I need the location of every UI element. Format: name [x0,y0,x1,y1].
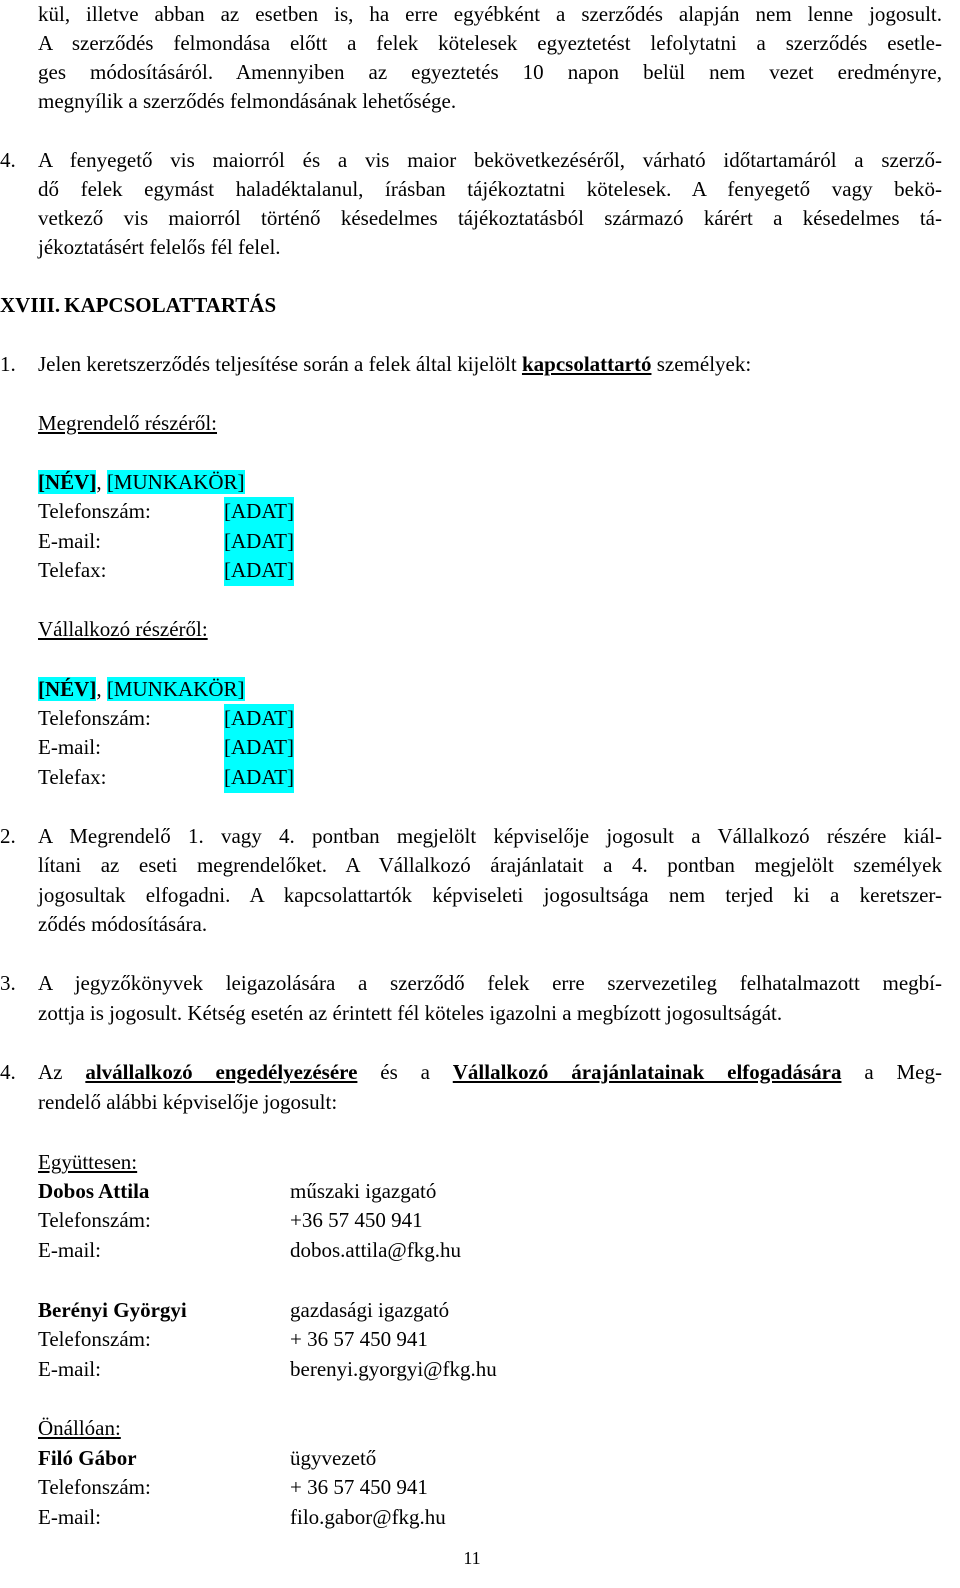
role-placeholder: [MUNKAKÖR] [106,470,245,494]
email-label: E-mail: [38,1357,101,1381]
phone-label: Telefonszám: [38,706,151,730]
text-line: dő felek egymást haladéktalanul, írásban tájékoztatni kötelesek. A fenyegető vagy bekö- [38,177,942,201]
role-placeholder: [MUNKAKÖR] [106,677,245,701]
phone-value: + 36 57 450 941 [290,1327,428,1351]
section-title: KAPCSOLATTARTÁS [64,293,277,317]
megrendelo-heading: Megrendelő részéről: [38,411,218,435]
name-placeholder: [NÉV] [38,470,97,494]
vallalkozo-heading: Vállalkozó részéről: [38,617,208,641]
comma: , [96,470,107,494]
person-name: Dobos Attila [38,1179,150,1203]
phone-value: +36 57 450 941 [290,1208,423,1232]
section-heading [0,291,276,321]
page-number: 11 [463,1548,481,1568]
person-title: műszaki igazgató [290,1179,437,1203]
item4-bold-term-2: Vállalkozó árajánlatainak elfogadására [452,1060,842,1084]
email-value: filo.gabor@fkg.hu [290,1505,446,1529]
person-title: gazdasági igazgató [290,1298,450,1322]
text-line: A jegyzőkönyvek leigazolására a szerződő felek erre szervezetileg felhatalmazott megbí- [38,971,942,995]
email-label: E-mail: [38,1238,101,1262]
person-name: Berényi Györgyi [38,1298,187,1322]
phone-label: Telefonszám: [38,1475,151,1499]
text-line: kül, illetve abban az esetben is, ha erre egyébként a szerződés alapján nem lenne jogosult. [38,2,942,26]
name-placeholder: [NÉV] [38,677,97,701]
phone-label: Telefonszám: [38,1208,151,1232]
email-label: E-mail: [38,735,101,759]
fax-label: Telefax: [38,558,107,582]
item1-text [38,350,751,380]
item-number: 3. [0,971,16,995]
text-line: ges módosításáról. Amennyiben az egyeztetés 10 napon belül nem vezet eredményre, [38,60,942,84]
phone-label: Telefonszám: [38,499,151,523]
text-line: A szerződés felmondása előtt a felek kötelesek egyeztetést lefolytatni a szerződés esetle- [38,31,942,55]
text-line: jogosultak elfogadni. A kapcsolattartók képviseleti jogosultsága nem terjed ki a keretszer- [38,883,942,907]
item1-bold-term: kapcsolattartó [521,352,652,376]
text-line: zottja is jogosult. Kétség esetén az érintett fél köteles igazolni a megbízott jogosultságát. [38,1001,783,1025]
phone-label: Telefonszám: [38,1327,151,1351]
item4-part1: Az [38,1060,86,1084]
text-line: A Megrendelő 1. vagy 4. pontban megjelölt képviselője jogosult a Vállalkozó részére kiál- [38,824,942,848]
item4-part2: és a [357,1060,453,1084]
item1-suffix: személyek: [651,352,752,376]
egyuttesen-heading: Együttesen: [38,1150,138,1174]
phone-value: + 36 57 450 941 [290,1475,428,1499]
vallalkozo-name-line [38,675,245,705]
person-title: ügyvezető [290,1446,377,1470]
text-line: lítani az eseti megrendelőket. A Vállalkozó árajánlatait a 4. pontban megjelölt személyek [38,853,942,877]
email-value: dobos.attila@fkg.hu [290,1238,461,1262]
onalloan-heading: Önállóan: [38,1416,121,1440]
text-line: megnyílik a szerződés felmondásának lehetősége. [38,89,457,113]
email-label: E-mail: [38,1505,101,1529]
email-label: E-mail: [38,529,101,553]
text-line: vetkező vis maiorról történő késedelmes tájékoztatásból származó kárért a késedelmes tá- [38,206,942,230]
text-line: rendelő alábbi képviselője jogosult: [38,1090,338,1114]
fax-label: Telefax: [38,765,107,789]
item4-part3: a Meg- [841,1060,942,1084]
text-line: jékoztatásért felelős fél felel. [38,235,281,259]
item4-bold-term-1: alvállalkozó engedélyezésére [85,1060,358,1084]
item-number: 4. [0,148,16,172]
email-value: berenyi.gyorgyi@fkg.hu [290,1357,497,1381]
item4-text [38,1058,942,1088]
megrendelo-name-line [38,468,245,498]
text-line: A fenyegető vis maiorról és a vis maior bekövetkezéséről, várható időtartamáról a szerző- [38,148,942,172]
text-line: ződés módosítására. [38,912,208,936]
phone-value: [ADAT] [224,497,294,527]
phone-value: [ADAT] [224,704,294,734]
email-value: [ADAT] [224,733,294,763]
email-value: [ADAT] [224,527,294,557]
person-name: Filó Gábor [38,1446,137,1470]
item-number: 4. [0,1060,16,1084]
section-number: XVIII. [0,293,61,317]
fax-value: [ADAT] [224,556,294,586]
item1-prefix: Jelen keretszerződés teljesítése során a felek által kijelölt [38,352,522,376]
fax-value: [ADAT] [224,763,294,793]
item-number: 1. [0,352,16,376]
comma: , [96,677,107,701]
item-number: 2. [0,824,16,848]
